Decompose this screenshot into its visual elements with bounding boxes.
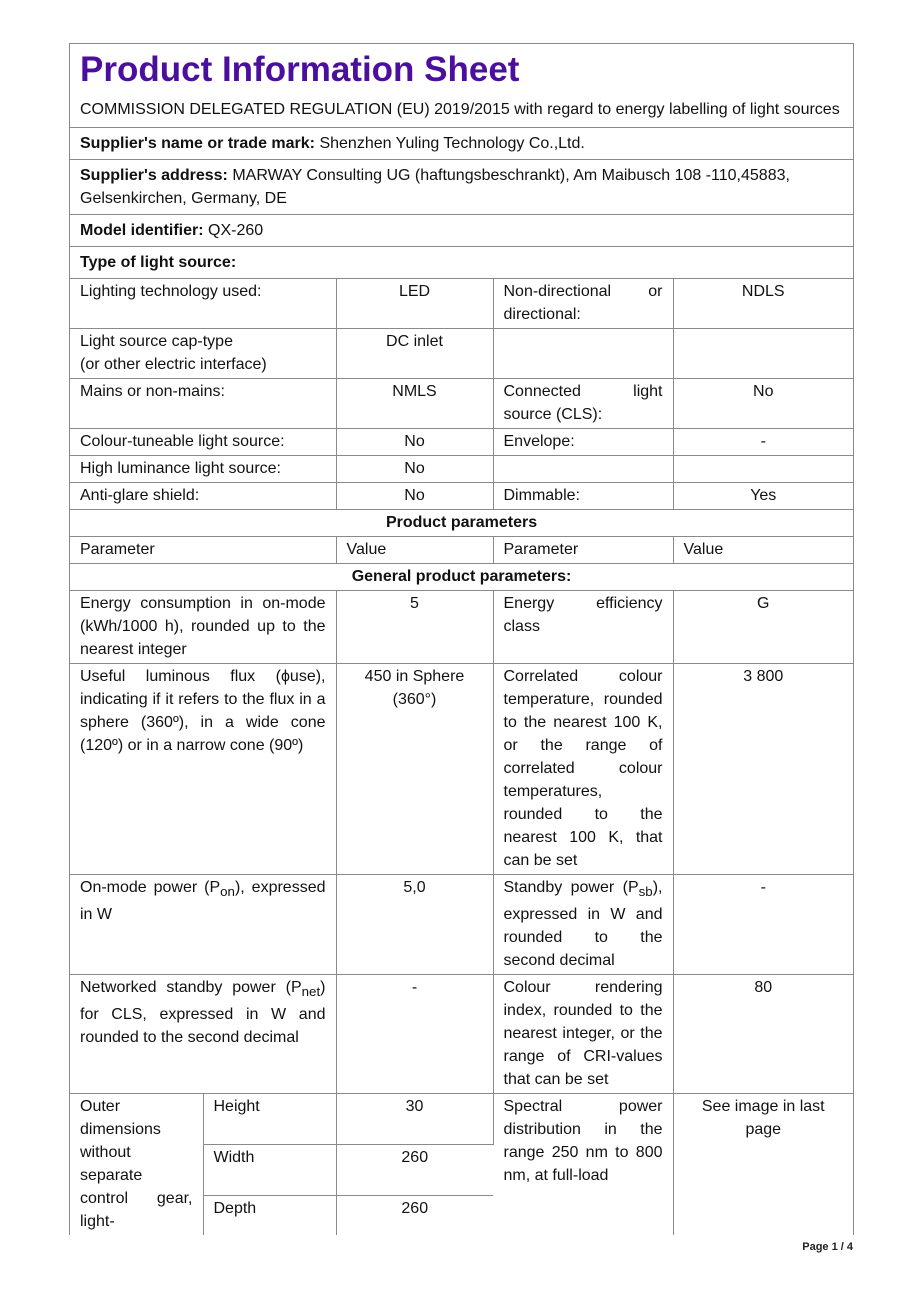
- on-mode-power-label: On-mode power $(P_{on})$, expressed in W: [70, 875, 336, 975]
- table-row: [70, 1094, 853, 1144]
- page-number: Page 1 / 4: [802, 1241, 853, 1253]
- table-row: [70, 379, 853, 429]
- type-param: Anti-glare shield:: [70, 483, 336, 510]
- cri-label: Colour rendering index, rounded to the nearest integer, or the range of CRI-values that can be set: [493, 975, 673, 1094]
- general-param: Energy efficiency class: [493, 591, 673, 664]
- type-value: NDLS: [673, 279, 853, 329]
- column-header-row: [70, 537, 853, 564]
- supplier-name-value: Shenzhen Yuling Technology Co.,Ltd.: [319, 135, 585, 152]
- general-parameters-heading: General product parameters:: [70, 564, 853, 591]
- supplier-address-label: Supplier's address:: [80, 167, 228, 184]
- sheet-title: Product Information Sheet: [80, 50, 520, 89]
- column-header: Parameter: [70, 537, 336, 564]
- spectral-distribution-label: Spectral power distribution in the range 250 nm to 800 nm, at full-load: [493, 1094, 673, 1235]
- dimension-name: Height: [203, 1094, 336, 1144]
- type-value: Yes: [673, 483, 853, 510]
- dimension-name: Depth: [203, 1196, 336, 1236]
- table-row: [70, 329, 853, 379]
- type-value: No: [673, 379, 853, 429]
- networked-standby-value: -: [336, 975, 493, 1094]
- type-value: NMLS: [336, 379, 493, 429]
- type-param: Envelope:: [493, 429, 673, 456]
- table-row: [70, 875, 853, 975]
- on-mode-power-value: 5,0: [336, 875, 493, 975]
- general-value: 5: [336, 591, 493, 664]
- type-value: -: [673, 429, 853, 456]
- type-param: Light source cap-type (or other electric interface): [70, 329, 336, 379]
- type-param: [493, 329, 673, 379]
- column-header: Parameter: [493, 537, 673, 564]
- parameters-table: [70, 510, 853, 1094]
- column-header: Value: [336, 537, 493, 564]
- supplier-name-label: Supplier's name or trade mark:: [80, 135, 315, 152]
- type-param: High luminance light source:: [70, 456, 336, 483]
- supplier-address-row: [70, 160, 853, 215]
- type-param: Lighting technology used:: [70, 279, 336, 329]
- general-param: Energy consumption in on-mode (kWh/1000 h), rounded up to the nearest integer: [70, 591, 336, 664]
- dimension-value: 260: [401, 1200, 429, 1218]
- regulation-text: COMMISSION DELEGATED REGULATION (EU) 2019/2015 with regard to energy labelling of light sources: [70, 94, 853, 128]
- general-value: G: [673, 591, 853, 664]
- table-row: [70, 483, 853, 510]
- product-parameters-heading: Product parameters: [70, 510, 853, 537]
- dimension-value: 30: [336, 1094, 493, 1144]
- column-header: Value: [673, 537, 853, 564]
- dimension-value: 260: [336, 1144, 493, 1195]
- table-row: [70, 975, 853, 1094]
- type-value: LED: [336, 279, 493, 329]
- general-param: Correlated colour temperature, rounded to the nearest 100 K, or the range of correlated colour temperatures, rounded to the nearest 100 K, that can be set: [493, 664, 673, 875]
- model-identifier-row: [70, 215, 853, 247]
- type-value: [673, 456, 853, 483]
- type-param: Colour-tuneable light source:: [70, 429, 336, 456]
- model-identifier-value: QX-260: [208, 222, 264, 239]
- product-information-sheet: [69, 43, 854, 1235]
- type-heading: Type of light source:: [70, 247, 853, 279]
- table-row: [70, 429, 853, 456]
- table-row: [70, 456, 853, 483]
- table-row: [70, 279, 853, 329]
- general-param: Useful luminous flux (ϕuse), indicating if it refers to the flux in a sphere (360º), in a wide cone (120º) or in a narrow cone (90º): [70, 664, 336, 875]
- type-param: [493, 456, 673, 483]
- type-value: [673, 329, 853, 379]
- table-row: [70, 664, 853, 875]
- type-value: No: [336, 456, 493, 483]
- model-identifier-label: Model identifier:: [80, 222, 204, 239]
- supplier-name-row: [70, 128, 853, 160]
- table-row: [70, 591, 853, 664]
- type-value: No: [336, 483, 493, 510]
- type-param: Connected light source (CLS):: [493, 379, 673, 429]
- type-value: No: [336, 429, 493, 456]
- type-param: Mains or non-mains:: [70, 379, 336, 429]
- networked-standby-label: Networked standby power $(P_{net})$ for CLS, expressed in W and rounded to the second decimal: [70, 975, 336, 1094]
- type-param: Dimmable:: [493, 483, 673, 510]
- type-value: DC inlet: [336, 329, 493, 379]
- dimensions-label: Outer dimensions without separate control gear, light-: [70, 1094, 203, 1235]
- standby-power-value: -: [673, 875, 853, 975]
- general-value: 3 800: [673, 664, 853, 875]
- type-table: [70, 279, 853, 510]
- cri-value: 80: [673, 975, 853, 1094]
- type-param: Non-directional or directional:: [493, 279, 673, 329]
- spectral-distribution-value: See image in last page: [701, 1098, 825, 1139]
- dimensions-table: [70, 1094, 853, 1235]
- dimension-name: Width: [203, 1144, 336, 1195]
- general-value: 450 in Sphere (360°): [336, 664, 493, 875]
- supplier-address-value: MARWAY Consulting UG (haftungsbeschrankt), Am Maibusch 108 -110,45883, Gelsenkirchen, Germany, DE: [80, 167, 790, 207]
- standby-power-label: Standby power $(P_{sb})$, expressed in W and rounded to the second decimal: [493, 875, 673, 975]
